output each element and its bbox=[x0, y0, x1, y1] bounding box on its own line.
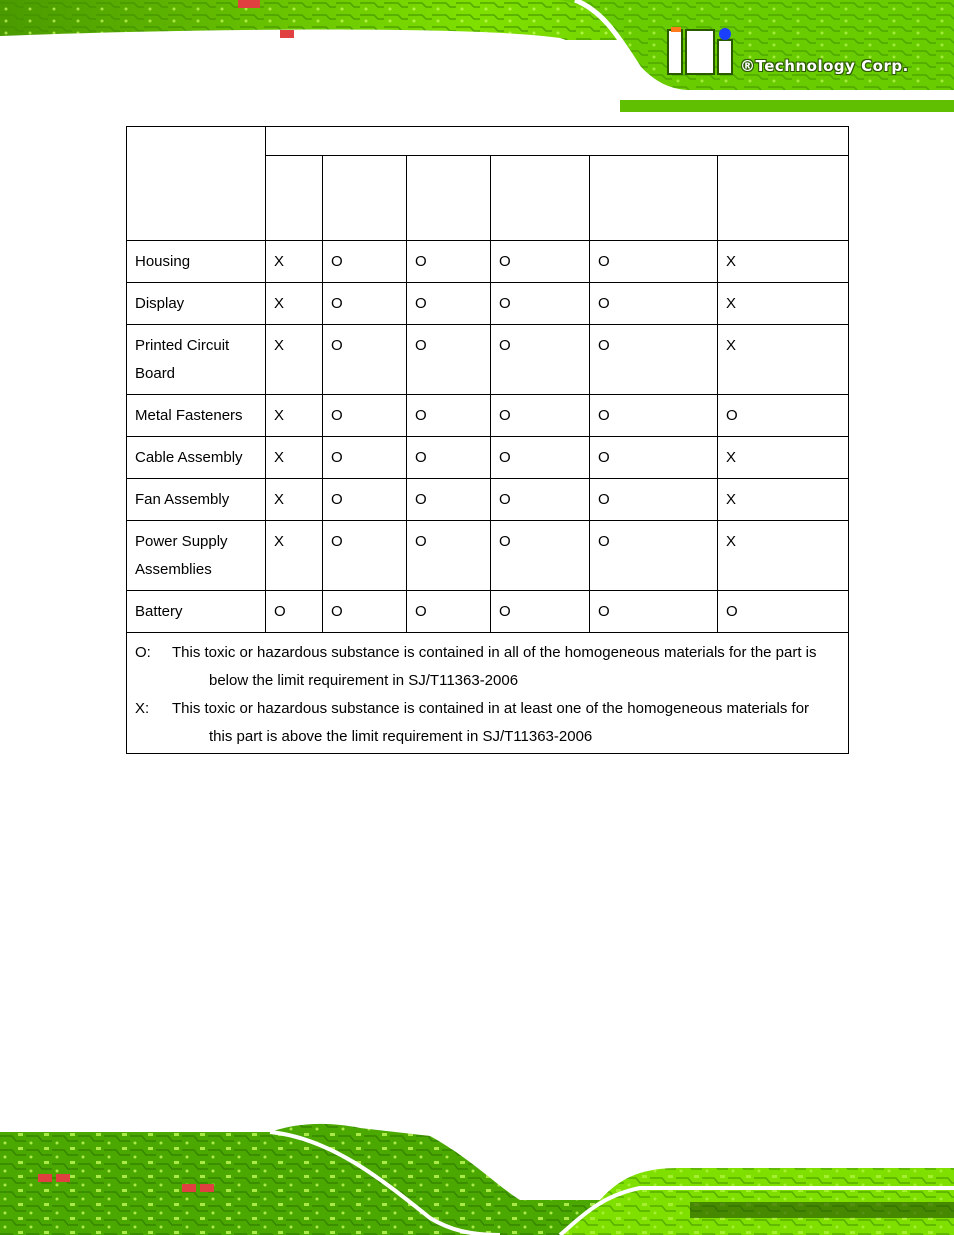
column-header bbox=[407, 156, 491, 241]
cell-value: O bbox=[323, 283, 407, 325]
column-header bbox=[266, 156, 323, 241]
table-row bbox=[127, 241, 849, 283]
cell-value: X bbox=[718, 283, 849, 325]
table-notes-row bbox=[127, 633, 849, 754]
footer-banner bbox=[0, 1118, 954, 1235]
table-row bbox=[127, 437, 849, 479]
header-banner bbox=[0, 0, 954, 112]
cell-value: O bbox=[407, 395, 491, 437]
table-notes bbox=[127, 633, 849, 754]
cell-value: O bbox=[491, 395, 590, 437]
cell-value: O bbox=[407, 241, 491, 283]
cell-value: O bbox=[590, 241, 718, 283]
cell-value: X bbox=[266, 521, 323, 591]
cell-value: X bbox=[718, 437, 849, 479]
note-x bbox=[135, 695, 840, 723]
cell-value: O bbox=[590, 591, 718, 633]
cell-value: O bbox=[266, 591, 323, 633]
cell-value: O bbox=[491, 241, 590, 283]
cell-value: O bbox=[323, 521, 407, 591]
cell-value: O bbox=[407, 325, 491, 395]
cell-value: O bbox=[491, 325, 590, 395]
note-key: X: bbox=[135, 700, 150, 717]
column-header bbox=[323, 156, 407, 241]
note-o bbox=[135, 639, 840, 667]
cell-value: O bbox=[491, 437, 590, 479]
table-row bbox=[127, 395, 849, 437]
pcb-header-graphic bbox=[0, 0, 954, 112]
cell-value: X bbox=[718, 479, 849, 521]
cell-value: O bbox=[590, 479, 718, 521]
row-part-name: Display bbox=[127, 283, 266, 325]
note-text: This toxic or hazardous substance is contained in all of the homogeneous materials for the part is bbox=[172, 644, 817, 661]
table-row bbox=[127, 283, 849, 325]
cell-value: O bbox=[590, 521, 718, 591]
cell-value: O bbox=[491, 591, 590, 633]
cell-value: O bbox=[323, 437, 407, 479]
cell-value: O bbox=[718, 395, 849, 437]
cell-value: O bbox=[718, 591, 849, 633]
cell-value: O bbox=[491, 283, 590, 325]
table-header-corner bbox=[127, 127, 266, 241]
cell-value: O bbox=[407, 521, 491, 591]
table-row bbox=[127, 521, 849, 591]
row-part-name: Housing bbox=[127, 241, 266, 283]
cell-value: O bbox=[407, 283, 491, 325]
note-text-continued: below the limit requirement in SJ/T11363-2006 bbox=[209, 672, 519, 689]
table-header-group bbox=[266, 127, 849, 156]
cell-value: O bbox=[590, 437, 718, 479]
table-row bbox=[127, 591, 849, 633]
row-part-name: Fan Assembly bbox=[127, 479, 266, 521]
cell-value: X bbox=[718, 241, 849, 283]
cell-value: O bbox=[491, 521, 590, 591]
column-header bbox=[718, 156, 849, 241]
cell-value: O bbox=[491, 479, 590, 521]
cell-value: X bbox=[718, 325, 849, 395]
cell-value: X bbox=[266, 241, 323, 283]
cell-value: X bbox=[266, 437, 323, 479]
table-row bbox=[127, 479, 849, 521]
note-text-continued: this part is above the limit requirement in SJ/T11363-2006 bbox=[209, 728, 593, 745]
cell-value: O bbox=[407, 591, 491, 633]
cell-value: O bbox=[407, 437, 491, 479]
pcb-footer-graphic bbox=[0, 1118, 954, 1235]
cell-value: X bbox=[266, 283, 323, 325]
column-header bbox=[491, 156, 590, 241]
row-part-name: Printed Circuit Board bbox=[127, 325, 266, 395]
row-part-name: Metal Fasteners bbox=[127, 395, 266, 437]
cell-value: O bbox=[590, 283, 718, 325]
cell-value: O bbox=[590, 395, 718, 437]
row-part-name: Cable Assembly bbox=[127, 437, 266, 479]
cell-value: O bbox=[407, 479, 491, 521]
cell-value: O bbox=[323, 241, 407, 283]
cell-value: X bbox=[266, 479, 323, 521]
note-key: O: bbox=[135, 644, 151, 661]
column-header bbox=[590, 156, 718, 241]
cell-value: X bbox=[266, 395, 323, 437]
table-row bbox=[127, 325, 849, 395]
cell-value: O bbox=[323, 479, 407, 521]
company-logo-text: ®Technology Corp. bbox=[740, 57, 909, 75]
cell-value: O bbox=[323, 395, 407, 437]
row-part-name: Power Supply Assemblies bbox=[127, 521, 266, 591]
table-header-row bbox=[127, 127, 849, 156]
cell-value: X bbox=[718, 521, 849, 591]
cell-value: O bbox=[590, 325, 718, 395]
hazardous-substances-table bbox=[126, 126, 849, 754]
cell-value: O bbox=[323, 591, 407, 633]
row-part-name: Battery bbox=[127, 591, 266, 633]
cell-value: O bbox=[323, 325, 407, 395]
cell-value: X bbox=[266, 325, 323, 395]
note-text: This toxic or hazardous substance is contained in at least one of the homogeneous materials for bbox=[172, 700, 810, 717]
